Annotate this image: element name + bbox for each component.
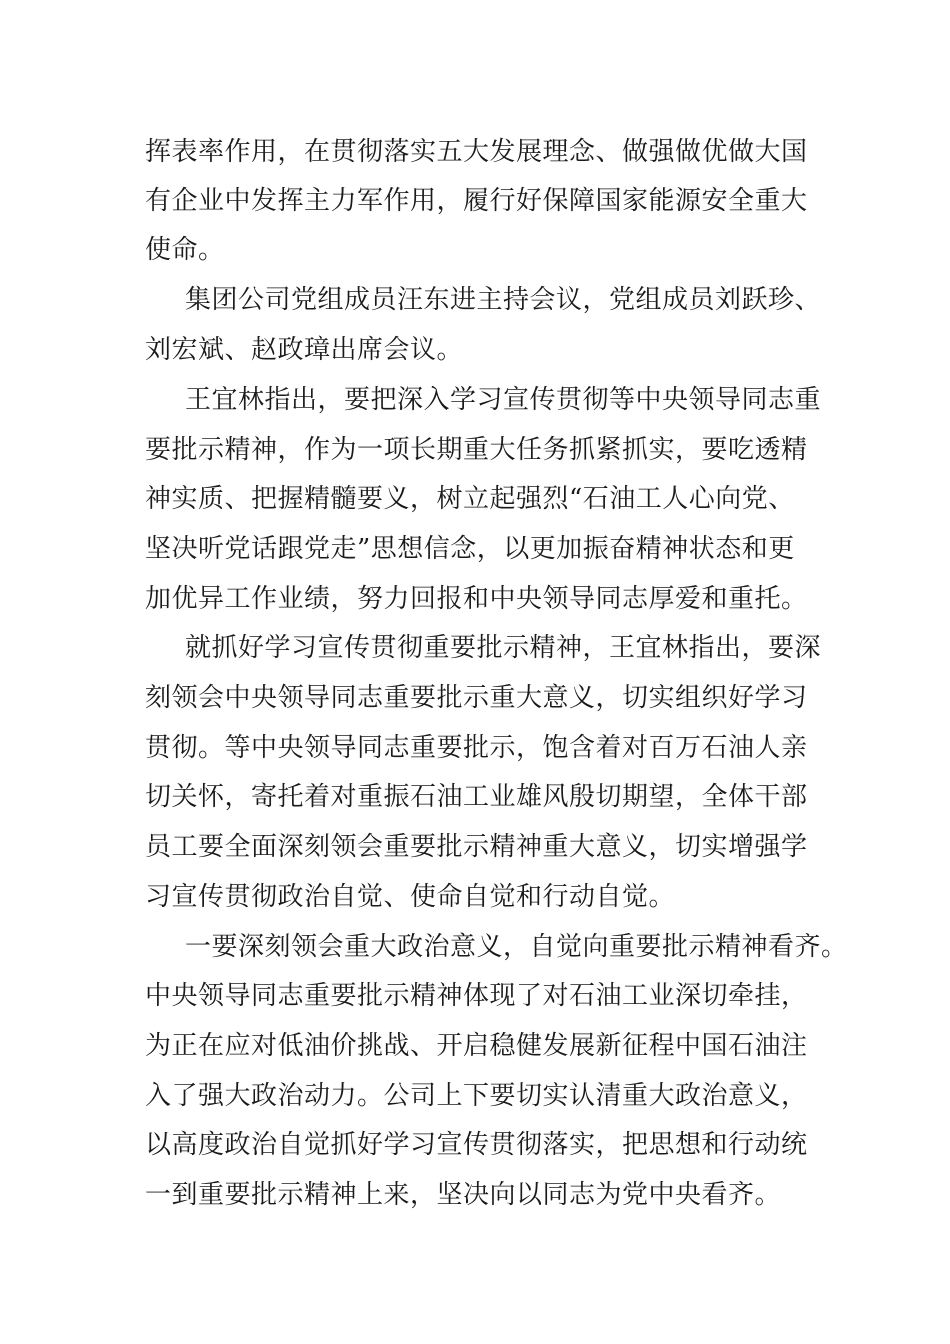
paragraph-start-line: 一要深刻领会重大政治意义，自觉向重要批示精神看齐。 [185, 932, 848, 962]
paragraph-start-line: 王宜林指出，要把深入学习宣传贯彻等中央领导同志重 [185, 385, 822, 415]
text-line: 为正在应对低油价挑战、开启稳健发展新征程中国石油注 [145, 1031, 808, 1061]
text-line: 使命。 [145, 235, 225, 265]
text-line: 刻领会中央领导同志重要批示重大意义，切实组织好学习 [145, 683, 808, 713]
text-line: 入了强大政治动力。公司上下要切实认清重大政治意义， [145, 1081, 808, 1111]
text-line: 习宣传贯彻政治自觉、使命自觉和行动自觉。 [145, 882, 676, 912]
text-line: 有企业中发挥主力军作用，履行好保障国家能源安全重大 [145, 186, 808, 216]
text-line: 员工要全面深刻领会重要批示精神重大意义，切实增强学 [145, 832, 808, 862]
paragraph-start-line: 就抓好学习宣传贯彻重要批示精神，王宜林指出，要深 [185, 633, 822, 663]
text-line: 一到重要批示精神上来，坚决向以同志为党中央看齐。 [145, 1180, 782, 1210]
text-line: 挥表率作用，在贯彻落实五大发展理念、做强做优做大国 [145, 137, 808, 167]
text-line: 刘宏斌、赵政璋出席会议。 [145, 335, 464, 365]
text-line: 贯彻。等中央领导同志重要批示，饱含着对百万石油人亲 [145, 733, 808, 763]
text-line: 坚决听党话跟党走”思想信念，以更加振奋精神状态和更 [145, 534, 795, 564]
text-line: 加优异工作业绩，努力回报和中央领导同志厚爱和重托。 [145, 584, 808, 614]
paragraph-start-line: 集团公司党组成员汪东进主持会议，党组成员刘跃珍、 [185, 285, 822, 315]
text-line: 要批示精神，作为一项长期重大任务抓紧抓实，要吃透精 [145, 435, 808, 465]
text-line: 中央领导同志重要批示精神体现了对石油工业深切牵挂， [145, 981, 808, 1011]
text-line: 神实质、把握精髓要义，树立起强烈“石油工人心向党、 [145, 484, 795, 514]
text-line: 切关怀，寄托着对重振石油工业雄风殷切期望，全体干部 [145, 782, 808, 812]
text-line: 以高度政治自觉抓好学习宣传贯彻落实，把思想和行动统 [145, 1130, 808, 1160]
